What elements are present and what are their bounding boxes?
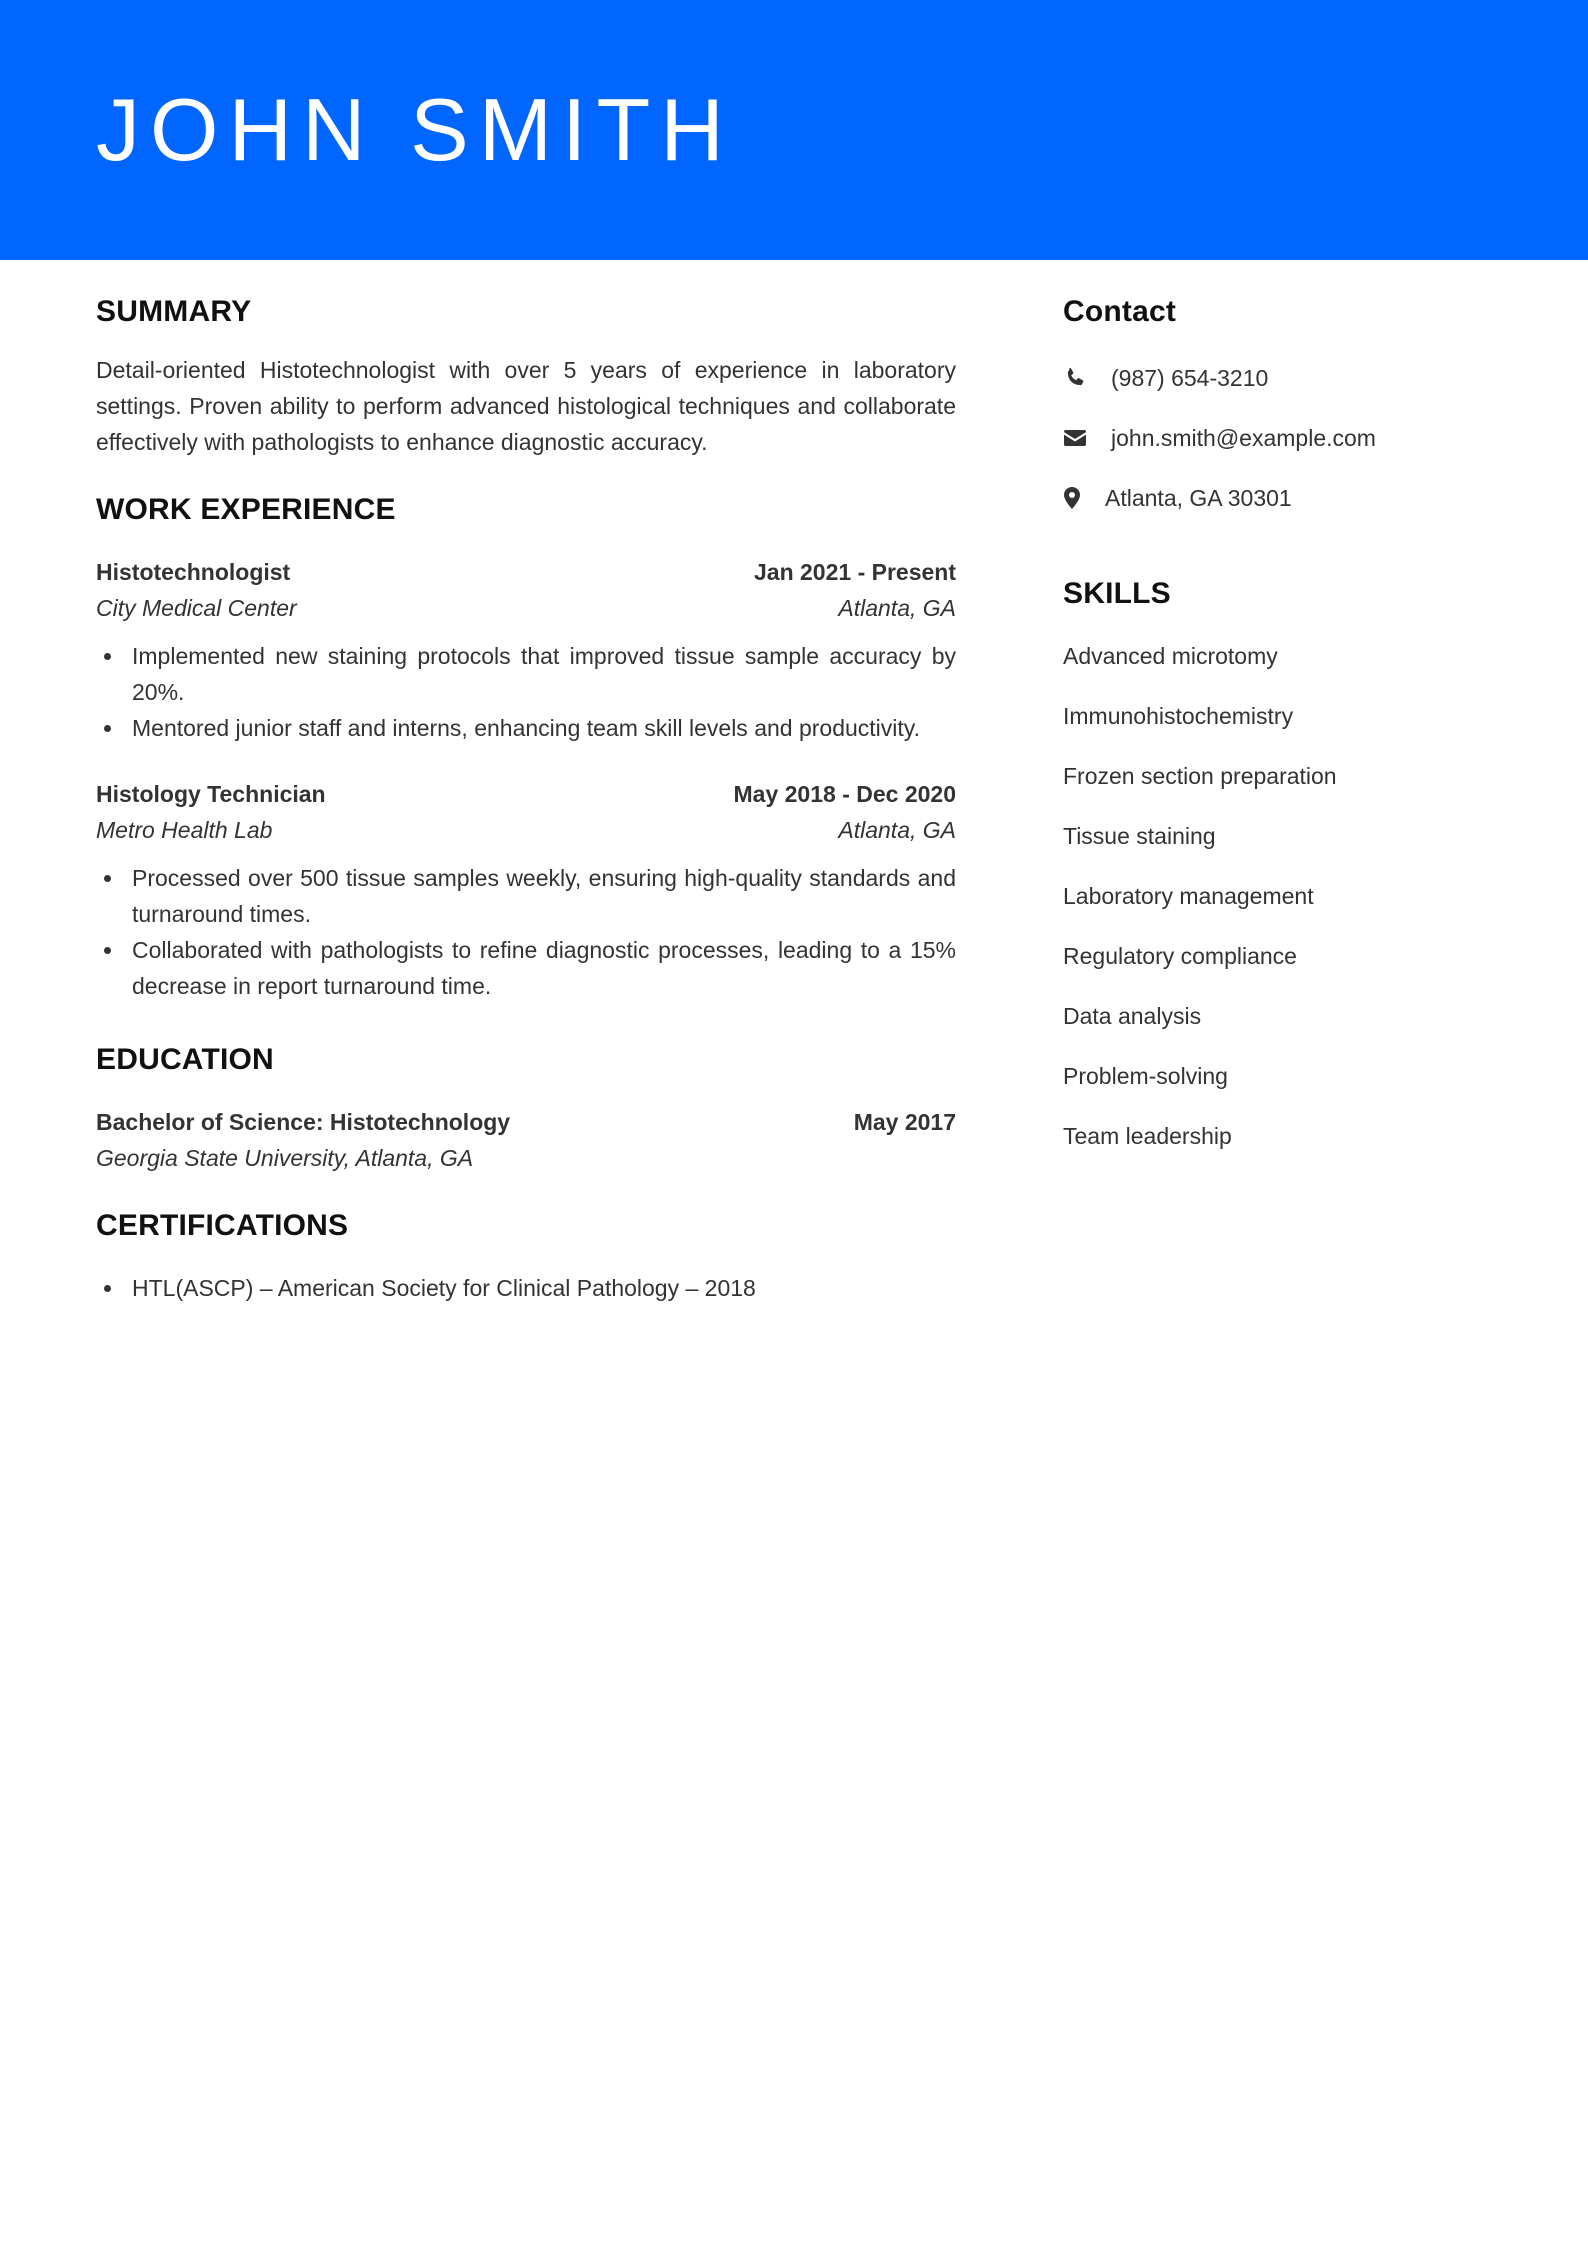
skill-item: Laboratory management — [1063, 883, 1314, 909]
job-organization: Metro Health Lab — [96, 817, 273, 843]
map-pin-icon — [1063, 486, 1105, 510]
skill-item: Regulatory compliance — [1063, 943, 1297, 969]
certification-item: HTL(ASCP) – American Society for Clinical Pathology – 2018 — [96, 1270, 956, 1306]
main-column — [96, 292, 956, 1306]
contact-list — [1063, 360, 1503, 516]
job-date: May 2018 - Dec 2020 — [733, 781, 956, 807]
contact-phone — [1063, 360, 1503, 396]
job-bullet: Implemented new staining protocols that improved tissue sample accuracy by 20%. — [96, 638, 956, 710]
skills-heading: SKILLS — [1063, 577, 1171, 610]
degree-title: Bachelor of Science: Histotechnology — [96, 1109, 511, 1135]
job-location: Atlanta, GA — [838, 595, 956, 621]
work-experience-section — [96, 490, 956, 1004]
skills-list — [1063, 638, 1503, 1154]
certifications-heading: CERTIFICATIONS — [96, 1209, 349, 1242]
skill-item: Problem-solving — [1063, 1063, 1228, 1089]
job-bullet: Processed over 500 tissue samples weekly, ensuring high-quality standards and turnaround times. — [96, 860, 956, 932]
contact-heading: Contact — [1063, 295, 1177, 328]
job-entry — [96, 554, 956, 746]
contact-phone-text: (987) 654-3210 — [1111, 364, 1269, 391]
contact-email-text: john.smith@example.com — [1111, 424, 1376, 451]
education-section — [96, 1040, 956, 1176]
candidate-name: JOHN SMITH — [96, 80, 734, 179]
skill-item: Team leadership — [1063, 1123, 1232, 1149]
contact-location — [1063, 480, 1503, 516]
skill-item: Data analysis — [1063, 1003, 1202, 1029]
job-location: Atlanta, GA — [838, 817, 956, 843]
summary-heading: SUMMARY — [96, 295, 252, 328]
contact-location-text: Atlanta, GA 30301 — [1105, 484, 1292, 511]
skill-item: Advanced microtomy — [1063, 643, 1278, 669]
skill-item: Immunohistochemistry — [1063, 703, 1294, 729]
sidebar-column — [1063, 292, 1503, 1178]
job-bullets — [96, 860, 956, 1004]
skill-item: Tissue staining — [1063, 823, 1216, 849]
job-title: Histotechnologist — [96, 559, 291, 585]
header-banner — [0, 0, 1588, 260]
phone-icon — [1063, 366, 1111, 390]
job-entry — [96, 776, 956, 1004]
job-title: Histology Technician — [96, 781, 326, 807]
work-experience-heading: WORK EXPERIENCE — [96, 493, 396, 526]
summary-text: Detail-oriented Histotechnologist with over 5 years of experience in laboratory settings. Proven ability to perform advanced histological techniques and collaborate effectively with pathologists to enhance diagnostic accuracy. — [96, 357, 956, 455]
job-bullet: Collaborated with pathologists to refine diagnostic processes, leading to a 15% decrease in report turnaround time. — [96, 932, 956, 1004]
certification-list — [96, 1270, 956, 1306]
envelope-icon — [1063, 428, 1111, 448]
summary-section — [96, 292, 956, 460]
school-name: Georgia State University, Atlanta, GA — [96, 1145, 474, 1171]
certifications-section — [96, 1206, 956, 1306]
job-bullet: Mentored junior staff and interns, enhancing team skill levels and productivity. — [96, 710, 956, 746]
degree-date: May 2017 — [853, 1109, 956, 1135]
skill-item: Frozen section preparation — [1063, 763, 1337, 789]
contact-email — [1063, 420, 1503, 456]
job-organization: City Medical Center — [96, 595, 297, 621]
job-date: Jan 2021 - Present — [753, 559, 956, 585]
education-heading: EDUCATION — [96, 1043, 274, 1076]
job-bullets — [96, 638, 956, 746]
